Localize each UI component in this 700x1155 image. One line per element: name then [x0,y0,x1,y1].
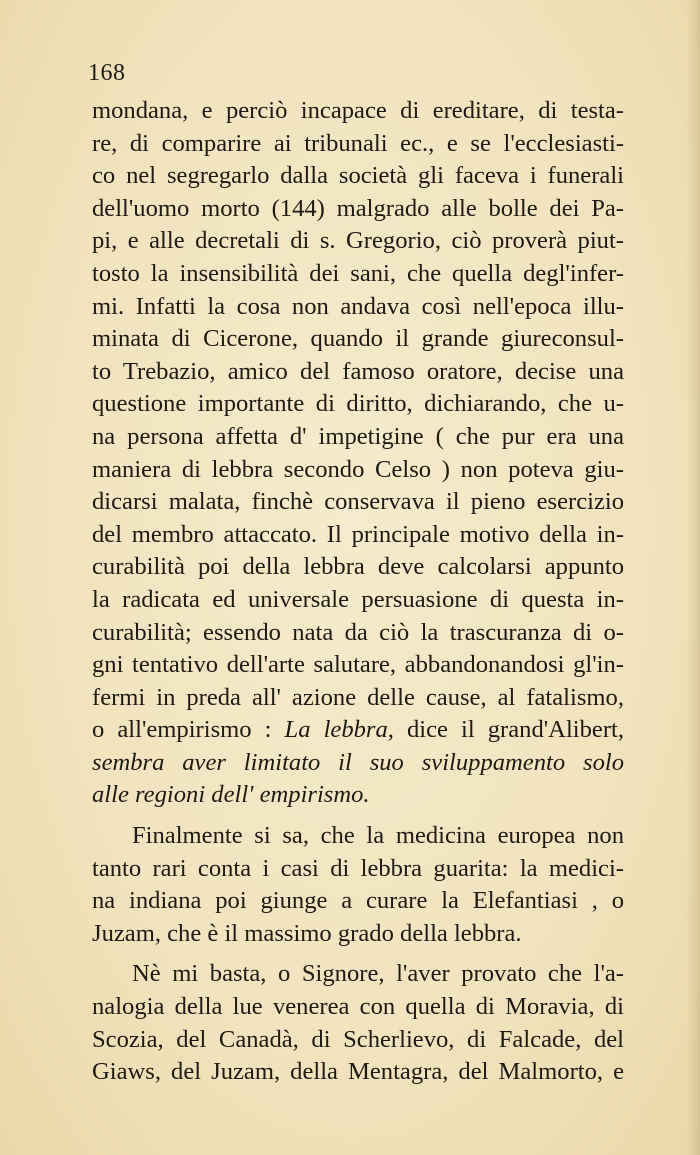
italic-quote-start: La lebbra, [284,716,394,744]
body-text [92,95,624,1089]
text-line: tanto rari conta i casi di lebbra guarita: la medici- [92,854,624,882]
page-edge-shadow [686,0,700,1155]
text-line: curabilità; essendo nata da ciò la trascuranza di o- [92,618,624,646]
text-line: Scozia, del Canadà, di Scherlievo, di Falcade, del [92,1025,624,1053]
text-line: la radicata ed universale persuasione di questa in- [92,585,624,613]
text-line: na persona affetta d' impetigine ( che pur era una [92,422,624,450]
text-line: tosto la insensibilità dei sani, che quella degl'infer- [92,259,624,287]
text-line: dicarsi malata, finchè conservava il pieno esercizio [92,488,624,516]
text-line: mondana, e perciò incapace di ereditare, di testa- [92,97,624,124]
text-line: curabilità poi della lebbra deve calcolarsi appunto [92,553,624,581]
text-line: Nè mi basta, o Signore, l'aver provato che l'a- [132,960,624,988]
text-line: pi, e alle decretali di s. Gregorio, ciò proverà piut- [92,227,624,255]
text-line: del membro attaccato. Il principale motivo della in- [92,520,624,548]
text-line: re, di comparire ai tribunali ec., e se l'ecclesiasti- [92,129,624,157]
italic-quote-line: sembra aver limitato il suo sviluppamento solo [92,748,624,776]
text-line: gni tentativo dell'arte salutare, abbandonandosi gl'in- [92,651,624,679]
text-line: co nel segregarlo dalla società gli faceva i funerali [92,162,624,190]
text-line-mixed [92,714,624,747]
text-line: to Trebazio, amico del famoso oratore, decise una [92,357,624,385]
text-line: maniera di lebbra secondo Celso ) non poteva giu- [92,455,624,483]
text-fragment: o all'empirismo : [92,716,285,744]
text-line: minata di Cicerone, quando il grande giureconsul- [92,325,624,353]
paragraph-gap [92,812,624,820]
text-line: Juzam, che è il massimo grado della lebbra. [92,919,522,947]
text-line: questione importante di diritto, dichiarando, che u- [92,390,624,418]
text-line: fermi in preda all' azione delle cause, al fatalismo, [92,683,624,711]
text-fragment: dice il grand'Alibert, [393,716,624,744]
italic-quote-line: alle regioni dell' empirismo. [92,781,370,809]
paragraph-gap [92,950,624,958]
page-number: 168 [88,60,126,86]
text-line: nalogia della lue venerea con quella di Moravia, di [92,993,624,1021]
text-line: Giaws, del Juzam, della Mentagra, del Malmorto, e [92,1058,624,1086]
text-line: mi. Infatti la cosa non andava così nell'epoca illu- [92,292,624,320]
text-line: dell'uomo morto (144) malgrado alle bolle dei Pa- [92,194,624,222]
text-line: na indiana poi giunge a curare la Elefantiasi , o [92,887,624,915]
text-line: Finalmente si sa, che la medicina europea non [132,822,624,850]
